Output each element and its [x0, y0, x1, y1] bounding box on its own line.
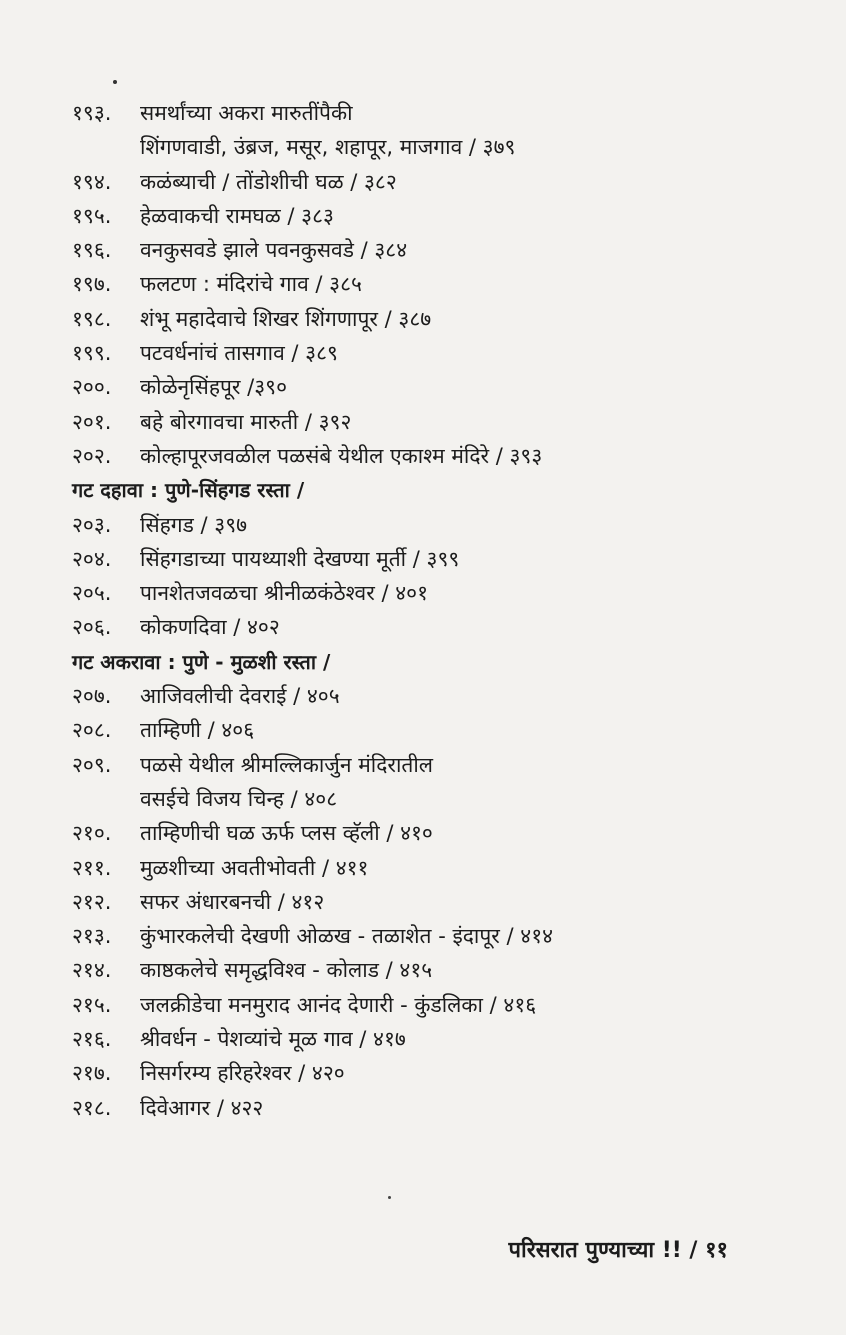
entry-number: १९४.: [72, 169, 112, 194]
toc-entry: [72, 988, 772, 1022]
entry-title: कोल्हापूरजवळील पळसंबे येथील एकाश्म मंदिरे / ३९३: [140, 443, 543, 468]
entry-number: २०९.: [72, 752, 112, 777]
toc-entry: [72, 610, 772, 644]
entry-continuation: वसईचे विजय चिन्ह / ४०८: [140, 786, 338, 811]
toc-entry: [72, 370, 772, 404]
entry-number: २१५.: [72, 992, 112, 1017]
toc-entry: [72, 405, 772, 439]
entry-number: १९९.: [72, 341, 112, 366]
entry-number: १९७.: [72, 272, 112, 297]
section-heading: गट अकरावा : पुणे - मुळशी रस्ता /: [72, 649, 331, 674]
toc-entry: [72, 1056, 772, 1090]
entry-title: कोळेनृसिंहपूर /३९०: [140, 375, 287, 400]
toc-entry: [72, 336, 772, 370]
entry-continuation: शिंगणवाडी, उंब्रज, मसूर, शहापूर, माजगाव / ३७९: [140, 135, 516, 160]
entry-title: पटवर्धनांचं तासगाव / ३८९: [140, 341, 338, 366]
entry-title: जलक्रीडेचा मनमुराद आनंद देणारी - कुंडलिका / ४१६: [140, 992, 537, 1017]
entry-title: सिंहगड / ३९७: [140, 512, 248, 537]
entry-number: २१३.: [72, 924, 112, 949]
entry-number: २०१.: [72, 409, 112, 434]
section-heading: गट दहावा : पुणे-सिंहगड रस्ता /: [72, 478, 305, 503]
entry-title: निसर्गरम्य हरिहरेश्वर / ४२०: [140, 1061, 345, 1086]
toc-entry: [72, 1022, 772, 1056]
toc-entry: [72, 953, 772, 987]
entry-number: २०५.: [72, 581, 112, 606]
toc-entry: [72, 439, 772, 473]
entry-number: १९५.: [72, 203, 112, 228]
entry-title: पळसे येथील श्रीमल्लिकार्जुन मंदिरातील: [140, 752, 434, 777]
entry-number: २०७.: [72, 684, 112, 709]
table-of-contents: [72, 96, 772, 1125]
entry-title: फलटण : मंदिरांचे गाव / ३८५: [140, 272, 362, 297]
toc-entry: [72, 233, 772, 267]
toc-entry: [72, 748, 772, 782]
entry-number: १९३.: [72, 101, 112, 125]
entry-number: २१४.: [72, 958, 112, 983]
toc-entry: [72, 199, 772, 233]
toc-entry: [72, 919, 772, 953]
entry-title: कळंब्याची / तोंडोशीची घळ / ३८२: [140, 169, 397, 194]
entry-title: बहे बोरगावचा मारुती / ३९२: [140, 409, 352, 434]
entry-title: दिवेआगर / ४२२: [140, 1095, 264, 1120]
entry-number: २१७.: [72, 1061, 112, 1086]
entry-title: समर्थांच्या अकरा मारुतींपैकी: [140, 101, 353, 125]
toc-entry: [72, 302, 772, 336]
toc-entry: [72, 885, 772, 919]
toc-entry: [72, 816, 772, 850]
toc-entry: [72, 267, 772, 301]
entry-title: श्रीवर्धन - पेशव्यांचे मूळ गाव / ४१७: [140, 1027, 406, 1052]
entry-number: १९६.: [72, 238, 112, 263]
page-footer: परिसरात पुण्याच्या !! / ११: [508, 1238, 728, 1263]
entry-number: २०३.: [72, 512, 112, 537]
entry-number: २११.: [72, 855, 112, 880]
toc-entry: [72, 508, 772, 542]
entry-title: कोकणदिवा / ४०२: [140, 615, 280, 640]
entry-title: आजिवलीची देवराई / ४०५: [140, 684, 340, 709]
entry-number: २०६.: [72, 615, 112, 640]
entry-number: २१०.: [72, 821, 112, 846]
toc-entry: [72, 713, 772, 747]
entry-number: २०२.: [72, 443, 112, 468]
entry-number: २१२.: [72, 889, 112, 914]
toc-entry: [72, 96, 772, 130]
entry-title: वनकुसवडे झाले पवनकुसवडे / ३८४: [140, 238, 408, 263]
entry-title: काष्ठकलेचे समृद्धविश्व - कोलाड / ४१५: [140, 958, 433, 983]
entry-number: २१६.: [72, 1027, 112, 1052]
toc-entry: [72, 851, 772, 885]
entry-title: कुंभारकलेची देखणी ओळख - तळाशेत - इंदापूर / ४१४: [140, 924, 554, 949]
entry-title: पानशेतजवळचा श्रीनीळकंठेश्वर / ४०१: [140, 581, 429, 606]
ink-dot: [113, 80, 117, 84]
entry-number: २०८.: [72, 718, 112, 743]
ink-dot: [388, 1196, 391, 1199]
toc-entry: [72, 576, 772, 610]
entry-title: मुळशीच्या अवतीभोवती / ४११: [140, 855, 369, 880]
entry-title: शंभू महादेवाचे शिखर शिंगणापूर / ३८७: [140, 306, 432, 331]
entry-number: २००.: [72, 375, 112, 400]
entry-number: २०४.: [72, 546, 112, 571]
entry-title: सिंहगडाच्या पायथ्याशी देखण्या मूर्ती / ३९९: [140, 546, 460, 571]
entry-title: हेळवाकची रामघळ / ३८३: [140, 203, 334, 228]
toc-entry: [72, 542, 772, 576]
entry-number: १९८.: [72, 306, 112, 331]
entry-number: २१८.: [72, 1095, 112, 1120]
toc-entry: [72, 165, 772, 199]
toc-entry: [72, 679, 772, 713]
toc-entry: [72, 1091, 772, 1125]
entry-title: सफर अंधारबनची / ४१२: [140, 889, 325, 914]
entry-title: ताम्हिणीची घळ ऊर्फ प्लस व्हॅली / ४१०: [140, 821, 433, 846]
entry-title: ताम्हिणी / ४०६: [140, 718, 255, 743]
